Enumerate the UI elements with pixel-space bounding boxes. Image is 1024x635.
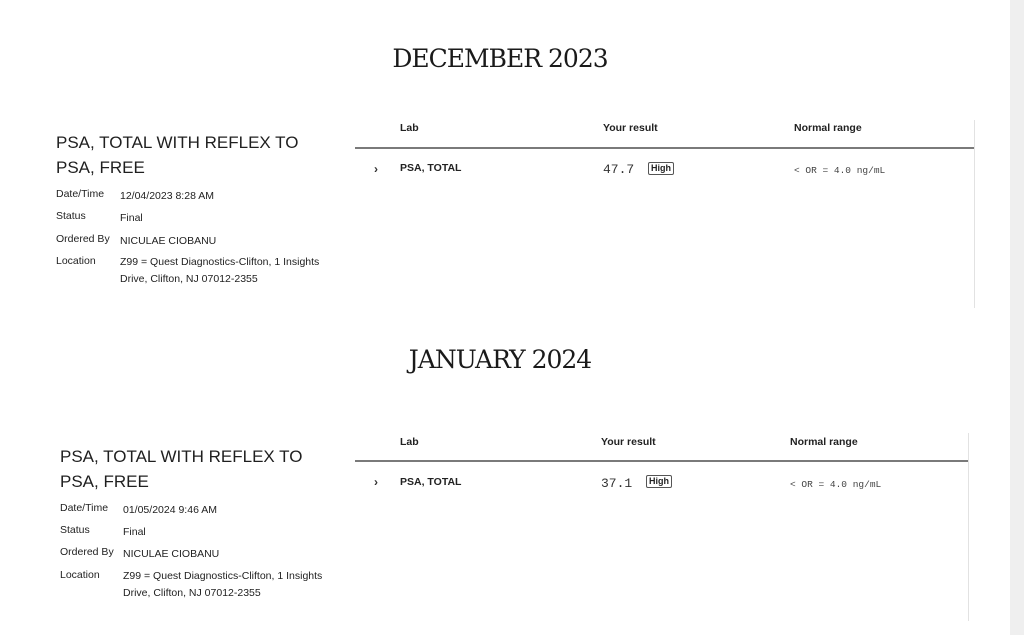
column-header-your-result: Your result	[603, 122, 658, 134]
high-flag-badge: High	[648, 162, 674, 175]
test-info-card	[60, 442, 350, 612]
test-info-card	[56, 128, 346, 298]
meta-value-datetime: 01/05/2024 9:46 AM	[123, 504, 217, 516]
column-header-normal-range: Normal range	[794, 122, 862, 134]
results-table	[355, 425, 969, 621]
meta-label-status: Status	[60, 524, 90, 536]
test-title: PSA, TOTAL WITH REFLEX TO PSA, FREE	[60, 447, 303, 491]
meta-label-ordered-by: Ordered By	[56, 233, 110, 245]
section-heading-december-2023: DECEMBER 2023	[392, 44, 608, 73]
section-heading-january-2024: JANUARY 2024	[408, 345, 592, 374]
result-value: 47.7	[603, 162, 635, 177]
test-meta	[56, 188, 346, 298]
chevron-right-icon[interactable]: ›	[374, 162, 378, 176]
meta-label-ordered-by: Ordered By	[60, 546, 114, 558]
right-edge-strip	[1010, 0, 1024, 635]
test-meta	[60, 502, 350, 612]
meta-label-datetime: Date/Time	[60, 502, 109, 514]
table-edge-line	[974, 120, 975, 308]
normal-range-value: < OR = 4.0 ng/mL	[790, 479, 882, 490]
result-value: 37.1	[601, 476, 633, 491]
meta-value-status: Final	[120, 212, 143, 224]
column-header-lab: Lab	[400, 122, 419, 134]
meta-label-status: Status	[56, 210, 86, 222]
column-header-lab: Lab	[400, 436, 419, 448]
meta-value-datetime: 12/04/2023 8:28 AM	[120, 190, 214, 202]
meta-value-location: Z99 = Quest Diagnostics-Clifton, 1 Insights Drive, Clifton, NJ 07012-2355	[120, 256, 320, 285]
results-table	[355, 112, 975, 308]
meta-label-location: Location	[56, 255, 96, 267]
header-divider	[355, 460, 968, 462]
meta-label-datetime: Date/Time	[56, 188, 105, 200]
test-title: PSA, TOTAL WITH REFLEX TO PSA, FREE	[56, 133, 299, 177]
column-header-your-result: Your result	[601, 436, 656, 448]
column-header-normal-range: Normal range	[790, 436, 858, 448]
meta-value-ordered-by: NICULAE CIOBANU	[120, 235, 217, 247]
meta-value-ordered-by: NICULAE CIOBANU	[123, 548, 220, 560]
normal-range-value: < OR = 4.0 ng/mL	[794, 165, 886, 176]
high-flag-badge: High	[646, 475, 672, 488]
chevron-right-icon[interactable]: ›	[374, 475, 378, 489]
lab-name: PSA, TOTAL	[400, 162, 462, 174]
table-edge-line	[968, 433, 969, 621]
header-divider	[355, 147, 974, 149]
meta-value-location: Z99 = Quest Diagnostics-Clifton, 1 Insights Drive, Clifton, NJ 07012-2355	[123, 570, 323, 599]
lab-name: PSA, TOTAL	[400, 476, 462, 488]
meta-value-status: Final	[123, 526, 146, 538]
meta-label-location: Location	[60, 569, 100, 581]
